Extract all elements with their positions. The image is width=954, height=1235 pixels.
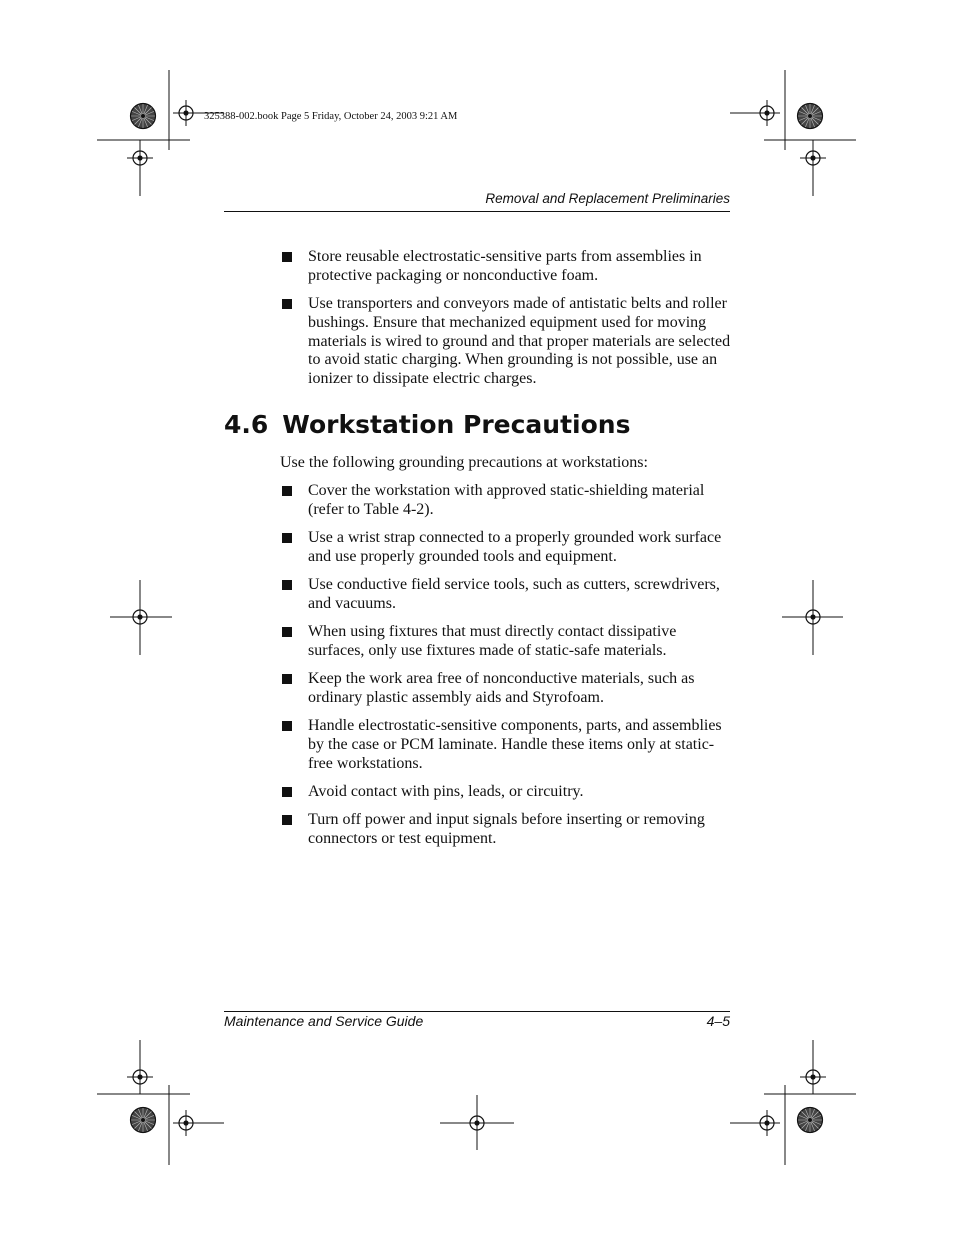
list-item [280,670,732,708]
square-bullet-icon [282,252,292,262]
square-bullet-icon [282,721,292,731]
list-item [280,783,732,802]
list-item [280,529,732,567]
square-bullet-icon [282,674,292,684]
section-title: Workstation Precautions [282,410,631,439]
list-item [280,295,732,389]
running-head: Removal and Replacement Preliminaries [485,191,730,206]
square-bullet-icon [282,787,292,797]
section-intro: Use the following grounding precautions at workstations: [280,454,648,471]
list-item [280,248,732,286]
list-item-text: Store reusable electrostatic-sensitive parts from assemblies in protective packaging or nonconductive foam. [308,248,702,284]
list-item-text: Use conductive field service tools, such as cutters, screwdrivers, and vacuums. [308,575,720,612]
list-item [280,576,732,614]
footer-rule [224,1011,730,1012]
square-bullet-icon [282,580,292,590]
list-item-text: Turn off power and input signals before inserting or removing connectors or test equipment. [308,810,705,847]
list-item [280,623,732,661]
print-slug: 325388-002.book Page 5 Friday, October 24, 2003 9:21 AM [204,111,458,122]
header-rule [224,211,730,212]
page-number: 4–5 [706,1013,730,1029]
bullet-list-precautions [280,482,732,858]
list-item-text: Handle electrostatic-sensitive components, parts, and assemblies by the case or PCM laminate. Handle these items only at static-free workstations. [308,716,722,772]
footer-title: Maintenance and Service Guide [224,1013,424,1029]
bullet-list-top [280,248,732,398]
square-bullet-icon [282,299,292,309]
square-bullet-icon [282,486,292,496]
list-item [280,717,732,773]
square-bullet-icon [282,627,292,637]
list-item [280,482,732,520]
list-item-text: Use a wrist strap connected to a properly grounded work surface and use properly grounded tools and equipment. [308,528,722,565]
section-heading [224,410,630,439]
section-number: 4.6 [224,410,269,439]
list-item-text: When using fixtures that must directly contact dissipative surfaces, only use fixtures made of static-safe materials. [308,622,677,659]
list-item-text: Keep the work area free of nonconductive materials, such as ordinary plastic assembly aids and Styrofoam. [308,669,695,706]
list-item [280,811,732,849]
list-item-text: Cover the workstation with approved static-shielding material (refer to Table 4-2). [308,482,705,518]
square-bullet-icon [282,815,292,825]
list-item-text: Use transporters and conveyors made of antistatic belts and roller bushings. Ensure that mechanized equipment used for moving materials is wired to ground and that proper materials are selected to avoid static charging. When grounding is not possible, use an ionizer to dissipate electric charges. [308,294,731,388]
square-bullet-icon [282,533,292,543]
list-item-text: Avoid contact with pins, leads, or circuitry. [308,782,584,800]
